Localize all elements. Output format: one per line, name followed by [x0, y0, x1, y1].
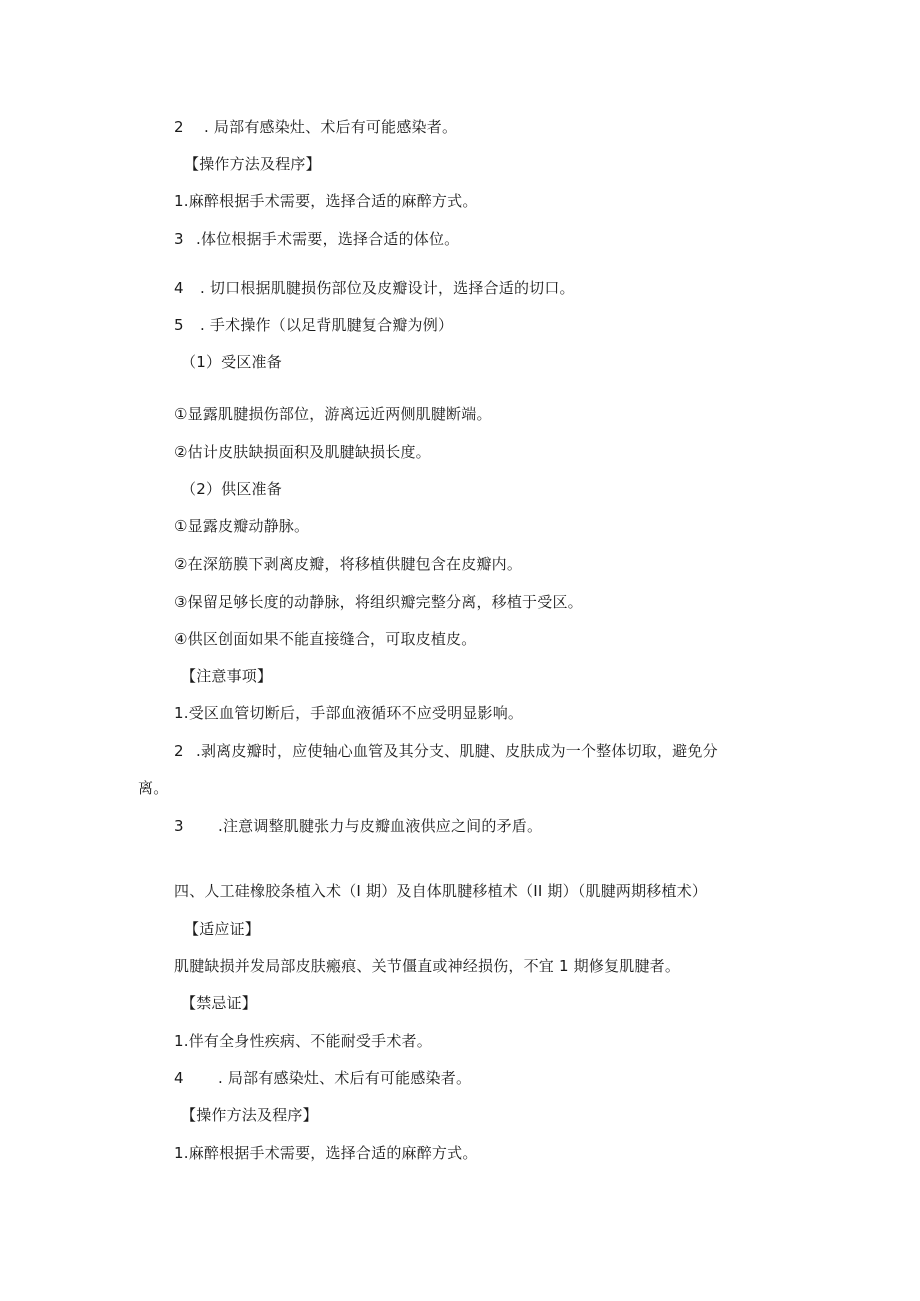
- line-text: 【操作方法及程序】: [181, 1106, 318, 1124]
- text-line: [174, 403, 492, 425]
- line-text: 【操作方法及程序】: [184, 155, 321, 173]
- text-line: [174, 441, 431, 463]
- text-line: [174, 116, 457, 138]
- list-number: 5: [174, 316, 184, 334]
- text-line: [174, 955, 680, 977]
- line-text: 1.麻醉根据手术需要，选择合适的麻醉方式。: [174, 192, 478, 210]
- line-text: （1）受区准备: [181, 353, 282, 371]
- list-number: 4: [174, 1069, 184, 1087]
- subsection-heading: [181, 351, 282, 373]
- text-line: [174, 1067, 471, 1089]
- line-text: ②估计皮肤缺损面积及肌腱缺损长度。: [174, 443, 431, 461]
- section-heading: [184, 918, 260, 940]
- line-text: . 手术操作（以足背肌腱复合瓣为例）: [200, 316, 454, 334]
- text-line: [174, 1142, 478, 1164]
- line-text: .剥离皮瓣时，应使轴心血管及其分支、肌腱、皮肤成为一个整体切取，避免分: [196, 742, 718, 760]
- text-line: [174, 277, 575, 299]
- subsection-heading: [181, 478, 282, 500]
- line-text: . 局部有感染灶、术后有可能感染者。: [218, 1069, 472, 1087]
- text-line-continuation: [138, 777, 168, 799]
- list-number: 4: [174, 279, 184, 297]
- line-text: 1.麻醉根据手术需要，选择合适的麻醉方式。: [174, 1144, 478, 1162]
- section-heading: [184, 153, 321, 175]
- list-number: 3: [174, 230, 184, 248]
- text-line: [174, 228, 459, 250]
- list-number: 2: [174, 742, 184, 760]
- line-text: 【注意事项】: [181, 667, 273, 685]
- chapter-heading: [174, 880, 707, 902]
- text-line: [174, 740, 718, 762]
- text-line: [174, 190, 478, 212]
- line-text: 【禁忌证】: [181, 994, 258, 1012]
- text-line: [174, 628, 476, 650]
- line-text: 1.受区血管切断后，手部血液循环不应受明显影响。: [174, 704, 524, 722]
- line-text: ①显露皮瓣动静脉。: [174, 517, 310, 535]
- line-text: 【适应证】: [184, 920, 261, 938]
- line-text: ③保留足够长度的动静脉，将组织瓣完整分离，移植于受区。: [174, 593, 583, 611]
- list-number: 2: [174, 118, 184, 136]
- section-heading: [181, 992, 257, 1014]
- section-heading: [181, 665, 272, 687]
- text-line: [174, 702, 523, 724]
- text-line: [174, 1030, 432, 1052]
- line-text: ①显露肌腱损伤部位，游离远近两侧肌腱断端。: [174, 405, 492, 423]
- line-text: . 切口根据肌腱损伤部位及皮瓣设计，选择合适的切口。: [200, 279, 575, 297]
- list-number: 3: [174, 817, 184, 835]
- line-text: 离。: [138, 779, 169, 797]
- line-text: 1.伴有全身性疾病、不能耐受手术者。: [174, 1032, 432, 1050]
- line-text: 肌腱缺损并发局部皮肤瘢痕、关节僵直或神经损伤，不宜 1 期修复肌腱者。: [174, 957, 681, 975]
- line-text: 四、人工硅橡胶条植入术（I 期）及自体肌腱移植术（II 期）（肌腱两期移植术）: [174, 882, 708, 900]
- text-line: [174, 591, 583, 613]
- line-text: .体位根据手术需要，选择合适的体位。: [196, 230, 460, 248]
- line-text: .注意调整肌腱张力与皮瓣血液供应之间的矛盾。: [218, 817, 543, 835]
- text-line: [174, 515, 309, 537]
- line-text: . 局部有感染灶、术后有可能感染者。: [204, 118, 458, 136]
- line-text: （2）供区准备: [181, 480, 282, 498]
- text-line: [174, 314, 453, 336]
- text-line: [174, 815, 542, 837]
- line-text: ④供区创面如果不能直接缝合，可取皮植皮。: [174, 630, 477, 648]
- text-line: [174, 553, 522, 575]
- line-text: ②在深筋膜下剥离皮瓣，将移植供腱包含在皮瓣内。: [174, 555, 523, 573]
- section-heading: [181, 1104, 318, 1126]
